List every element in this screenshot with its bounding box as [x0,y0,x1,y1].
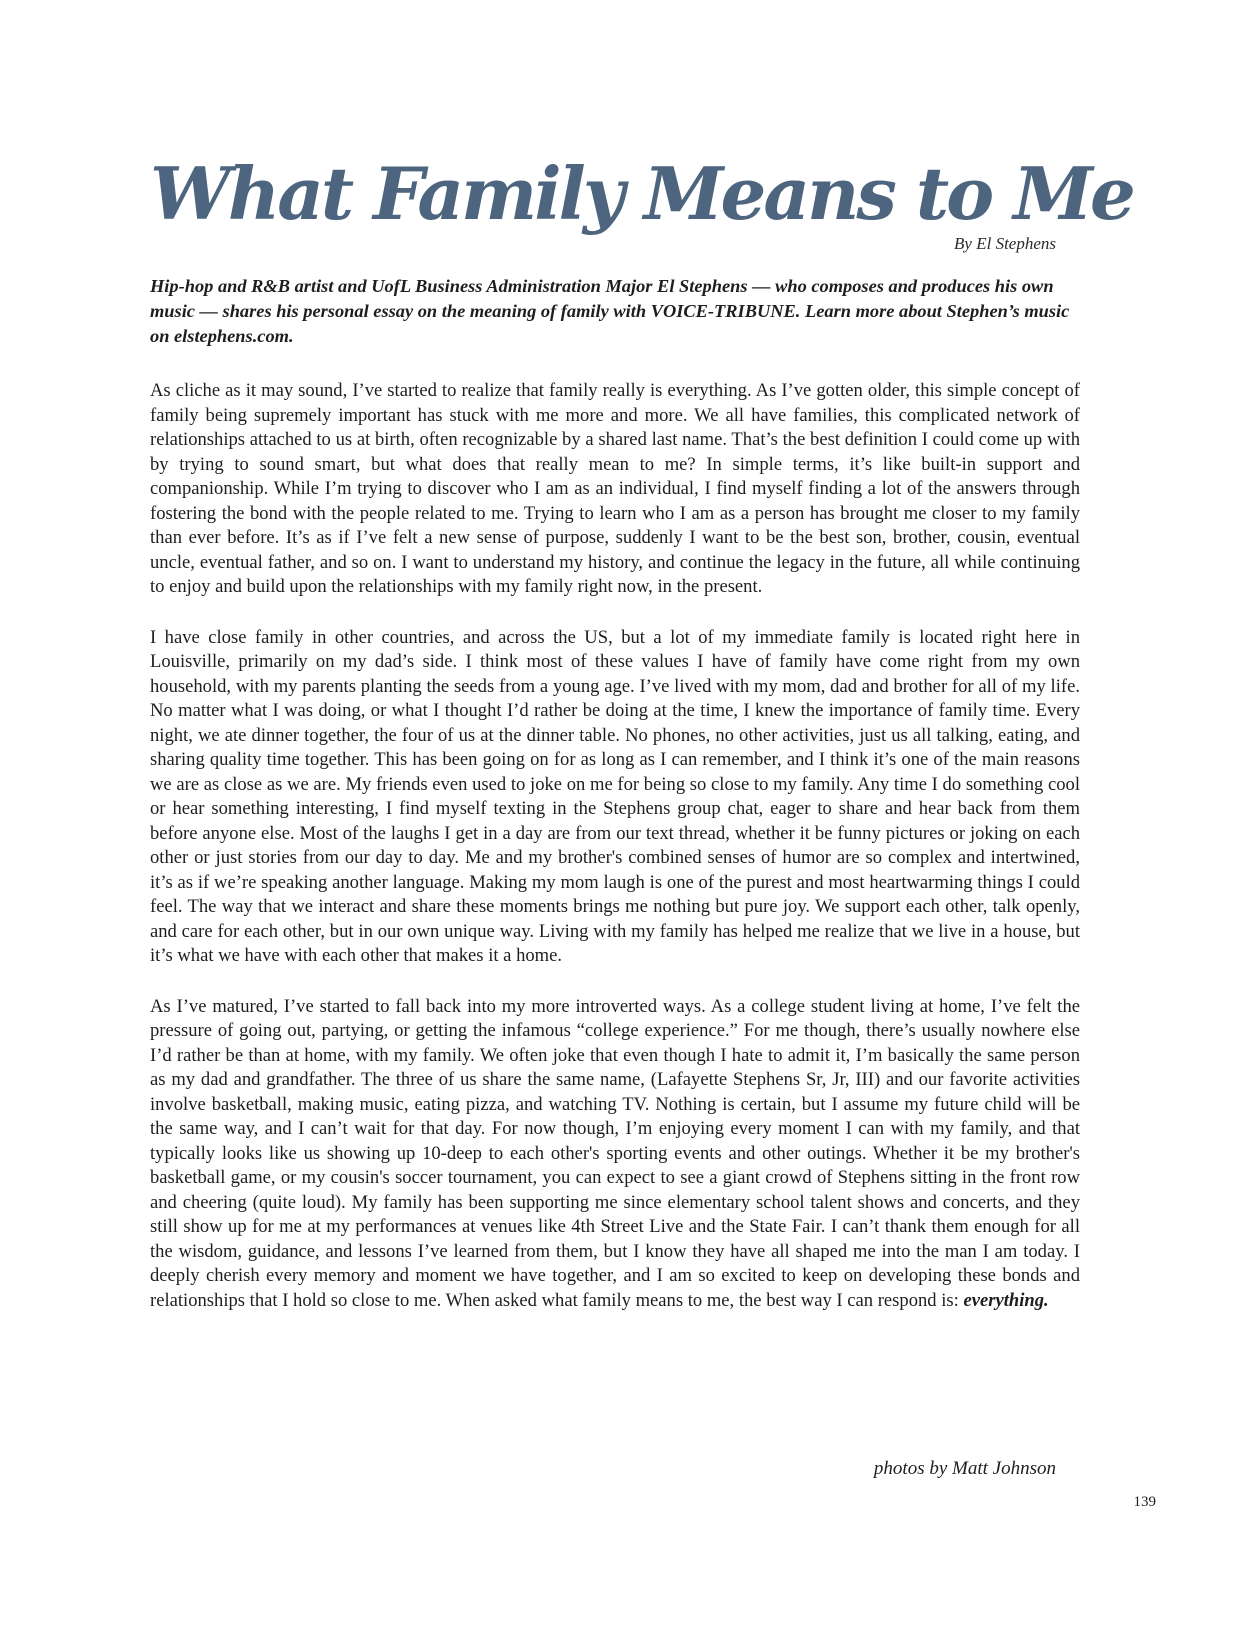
photo-credit: photos by Matt Johnson [873,1458,1056,1479]
closing-word: everything. [963,1289,1049,1311]
intro-paragraph: Hip-hop and R&B artist and UofL Business Administration Major El Stephens — who composes and produces his own music — shares his personal essay on the meaning of family with VOICE-TRIBUNE. Learn more about Stephen’s music on elstephens.com. [150,276,1070,346]
article-body [150,274,1080,1339]
body-paragraph-3 [150,995,1080,1314]
byline: By El Stephens [954,234,1056,253]
body-paragraph-1: As cliche as it may sound, I’ve started to realize that family really is everything. As I’ve gotten older, this simple concept of family being supremely important has stuck with me more and more. We all have families, this complicated network of relationships attached to us at birth, often recognizable by a shared last name. That’s the best definition I could come up with by trying to sound smart, but what does that really mean to me? In simple terms, it’s like built-in support and companionship. While I’m trying to discover who I am as an individual, I find myself finding a lot of the answers through fostering the bond with the people related to me. Trying to learn who I am as a person has brought me closer to my family than ever before. It’s as if I’ve felt a new sense of purpose, suddenly I want to be the best son, brother, cousin, eventual uncle, eventual father, and so on. I want to understand my history, and continue the legacy in the future, all while continuing to enjoy and build upon the relationships with my family right now, in the present. [150,380,1080,597]
body-paragraph-3-text: As I’ve matured, I’ve started to fall back into my more introverted ways. As a college student living at home, I’ve felt the pressure of going out, partying, or getting the infamous “college experience.” For me though, there’s usually nowhere else I’d rather be than at home, with my family. We often joke that even though I hate to admit it, I’m basically the same person as my dad and grandfather. The three of us share the same name, (Lafayette Stephens Sr, Jr, III) and our favorite activities involve basketball, making music, eating pizza, and watching TV. Nothing is certain, but I assume my future child will be the same way, and I can’t wait for that day. For now though, I’m enjoying every moment I can with my family, and that typically looks like us showing up 10-deep to each other's sporting events and other outings. Whether it be my brother's basketball game, or my cousin's soccer tournament, you can expect to see a giant crowd of Stephens sitting in the front row and cheering (quite loud). My family has been supporting me since elementary school talent shows and concerts, and they still show up for me at my performances at venues like 4th Street Live and the State Fair. I can’t thank them enough for all the wisdom, guidance, and lessons I’ve learned from them, but I know they have all shaped me into the man I am today. I deeply cherish every memory and moment we have together, and I am so excited to keep on developing these bonds and relationships that I hold so close to me. When asked what family means to me, the best way I can respond is: [150,995,1080,1311]
body-paragraph-2: I have close family in other countries, and across the US, but a lot of my immediate family is located right here in Louisville, primarily on my dad’s side. I think most of these values I have of family have come right from my own household, with my parents planting the seeds from a young age. I’ve lived with my mom, dad and brother for all of my life. No matter what I was doing, or what I thought I’d rather be doing at the time, I knew the importance of family time. Every night, we ate dinner together, the four of us at the dinner table. No phones, no other activities, just us all talking, eating, and sharing quality time together. This has been going on for as long as I can remember, and I think it’s one of the main reasons we are as close as we are. My friends even used to joke on me for being so close to my family. Any time I do something cool or hear something interesting, I find myself texting in the Stephens group chat, eager to share and hear back from them before anyone else. Most of the laughs I get in a day are from our text thread, whether it be funny pictures or joking on each other or just stories from our day to day. Me and my brother's combined senses of humor are so complex and intertwined, it’s as if we’re speaking another language. Making my mom laugh is one of the purest and most heartwarming things I could feel. The way that we interact and share these moments brings me nothing but pure joy. We support each other, talk openly, and care for each other, but in our own unique way. Living with my family has helped me realize that we live in a house, but it’s what we have with each other that makes it a home. [150,626,1080,966]
article-title: What Family Means to Me [150,151,1133,236]
page-number: 139 [1133,1494,1156,1510]
